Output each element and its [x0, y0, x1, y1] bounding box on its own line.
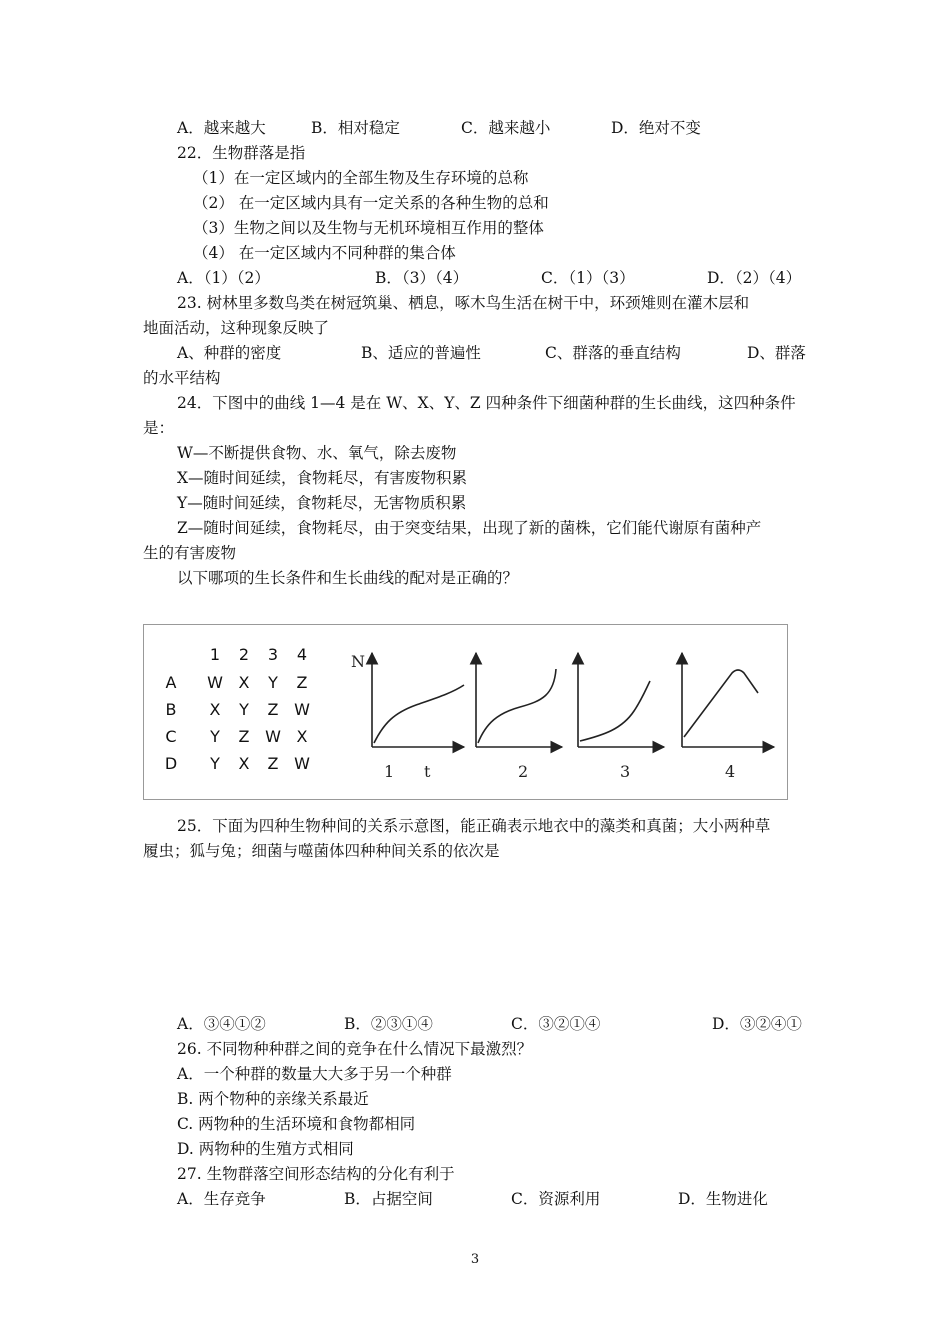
- table-cell: X: [238, 673, 250, 692]
- table-cell: Z: [267, 700, 279, 719]
- q25-option-d: D．③②④①: [712, 1015, 802, 1033]
- table-cell: Z: [296, 673, 308, 692]
- graph-2-label: 2: [518, 762, 529, 781]
- table-header-4: 4: [296, 645, 308, 664]
- q22-option-a: A．（1）（2）: [177, 269, 270, 287]
- q26-option-b: B. 两个物种的亲缘关系最近: [177, 1090, 369, 1108]
- q25-option-c: C．③②①④: [511, 1015, 601, 1033]
- q21-option-d: D．绝对不变: [611, 119, 701, 137]
- q22-option-c: C．（1）（3）: [541, 269, 635, 287]
- table-row-label: A: [165, 673, 177, 692]
- q22-item-2: （2） 在一定区域内具有一定关系的各种生物的总和: [193, 194, 549, 212]
- growth-curves: [144, 625, 787, 799]
- q26-option-a: A．一个种群的数量大大多于另一个种群: [177, 1065, 452, 1083]
- q24-stem-line2: 是：: [143, 419, 175, 437]
- q26-option-d: D. 两物种的生殖方式相同: [177, 1140, 354, 1158]
- table-cell: Y: [268, 673, 278, 692]
- q24-condition-x: X—随时间延续，食物耗尽，有害废物积累: [177, 469, 468, 487]
- table-cell: Z: [267, 754, 279, 773]
- table-cell: X: [209, 700, 221, 719]
- q25-option-b: B．②③①④: [344, 1015, 433, 1033]
- q25-stem-line2: 履虫；狐与兔；细菌与噬菌体四种种间关系的依次是: [143, 842, 500, 860]
- q24-stem-line1: 24．下图中的曲线 1—4 是在 W、X、Y、Z 四种条件下细菌种群的生长曲线，这四种条件: [177, 394, 796, 412]
- table-cell: X: [296, 727, 308, 746]
- q22-stem: 22．生物群落是指: [177, 144, 306, 162]
- graph-3-label: 3: [620, 762, 631, 781]
- table-header-3: 3: [267, 645, 279, 664]
- table-row-label: D: [164, 754, 178, 773]
- q24-figure: [143, 624, 788, 800]
- q22-option-d: D．（2）（4）: [707, 269, 802, 287]
- q27-option-a: A．生存竞争: [177, 1190, 266, 1208]
- q27-option-b: B．占据空间: [344, 1190, 433, 1208]
- q23-option-a: A、种群的密度: [177, 344, 282, 362]
- graph-4-label: 4: [725, 762, 736, 781]
- q25-option-a: A．③④①②: [177, 1015, 266, 1033]
- q23-option-c: C、群落的垂直结构: [545, 344, 681, 362]
- table-header-1: 1: [209, 645, 221, 664]
- q23-option-b: B、适应的普遍性: [361, 344, 481, 362]
- q24-question: 以下哪项的生长条件和生长曲线的配对是正确的？: [177, 569, 519, 587]
- q22-item-4: （4） 在一定区域内不同种群的集合体: [193, 244, 456, 262]
- table-cell: W: [265, 727, 281, 746]
- q21-option-b: B．相对稳定: [311, 119, 400, 137]
- table-cell: W: [294, 754, 310, 773]
- q22-item-1: （1）在一定区域内的全部生物及生存环境的总称: [193, 169, 529, 187]
- q21-option-a: A．越来越大: [177, 119, 266, 137]
- q27-stem: 27. 生物群落空间形态结构的分化有利于: [177, 1165, 455, 1183]
- table-cell: W: [207, 673, 223, 692]
- q26-option-c: C. 两物种的生活环境和食物都相同: [177, 1115, 416, 1133]
- table-row-label: C: [165, 727, 177, 746]
- q24-condition-z: Z—随时间延续，食物耗尽，由于突变结果，出现了新的菌株，它们能代谢原有菌种产: [177, 519, 762, 537]
- y-axis-label: N: [351, 652, 365, 671]
- q23-stem-line1: 23. 树林里多数鸟类在树冠筑巢、栖息，啄木鸟生活在树干中，环颈雉则在灌木层和: [177, 294, 750, 312]
- q22-option-b: B．（3）（4）: [375, 269, 469, 287]
- q27-option-d: D．生物进化: [678, 1190, 768, 1208]
- table-cell: Z: [238, 727, 250, 746]
- q27-option-c: C．资源利用: [511, 1190, 601, 1208]
- q26-stem: 26. 不同物种种群之间的竞争在什么情况下最激烈？: [177, 1040, 533, 1058]
- page-number: 3: [470, 1252, 480, 1267]
- table-cell: Y: [210, 727, 220, 746]
- table-header-2: 2: [238, 645, 250, 664]
- q21-option-c: C．越来越小: [461, 119, 551, 137]
- q25-stem-line1: 25．下面为四种生物种间的关系示意图，能正确表示地衣中的藻类和真菌；大小两种草: [177, 817, 771, 835]
- table-cell: W: [294, 700, 310, 719]
- table-cell: Y: [239, 700, 249, 719]
- table-cell: Y: [210, 754, 220, 773]
- table-cell: X: [238, 754, 250, 773]
- q23-option-d-cont: 的水平结构: [143, 369, 221, 387]
- table-row-label: B: [165, 700, 177, 719]
- curve-2: [478, 669, 556, 743]
- curve-4: [684, 670, 758, 737]
- x-axis-label: t: [424, 762, 431, 781]
- q23-stem-line2: 地面活动，这种现象反映了: [143, 319, 330, 337]
- graph-1-label: 1: [384, 762, 395, 781]
- curve-3: [580, 681, 650, 741]
- q24-condition-y: Y—随时间延续，食物耗尽，无害物质积累: [177, 494, 467, 512]
- q24-condition-z-cont: 生的有害废物: [143, 544, 237, 562]
- q22-item-3: （3）生物之间以及生物与无机环境相互作用的整体: [193, 219, 544, 237]
- q23-option-d: D、群落: [747, 344, 806, 362]
- q24-condition-w: W—不断提供食物、水、氧气，除去废物: [177, 444, 457, 462]
- curve-1: [374, 685, 464, 743]
